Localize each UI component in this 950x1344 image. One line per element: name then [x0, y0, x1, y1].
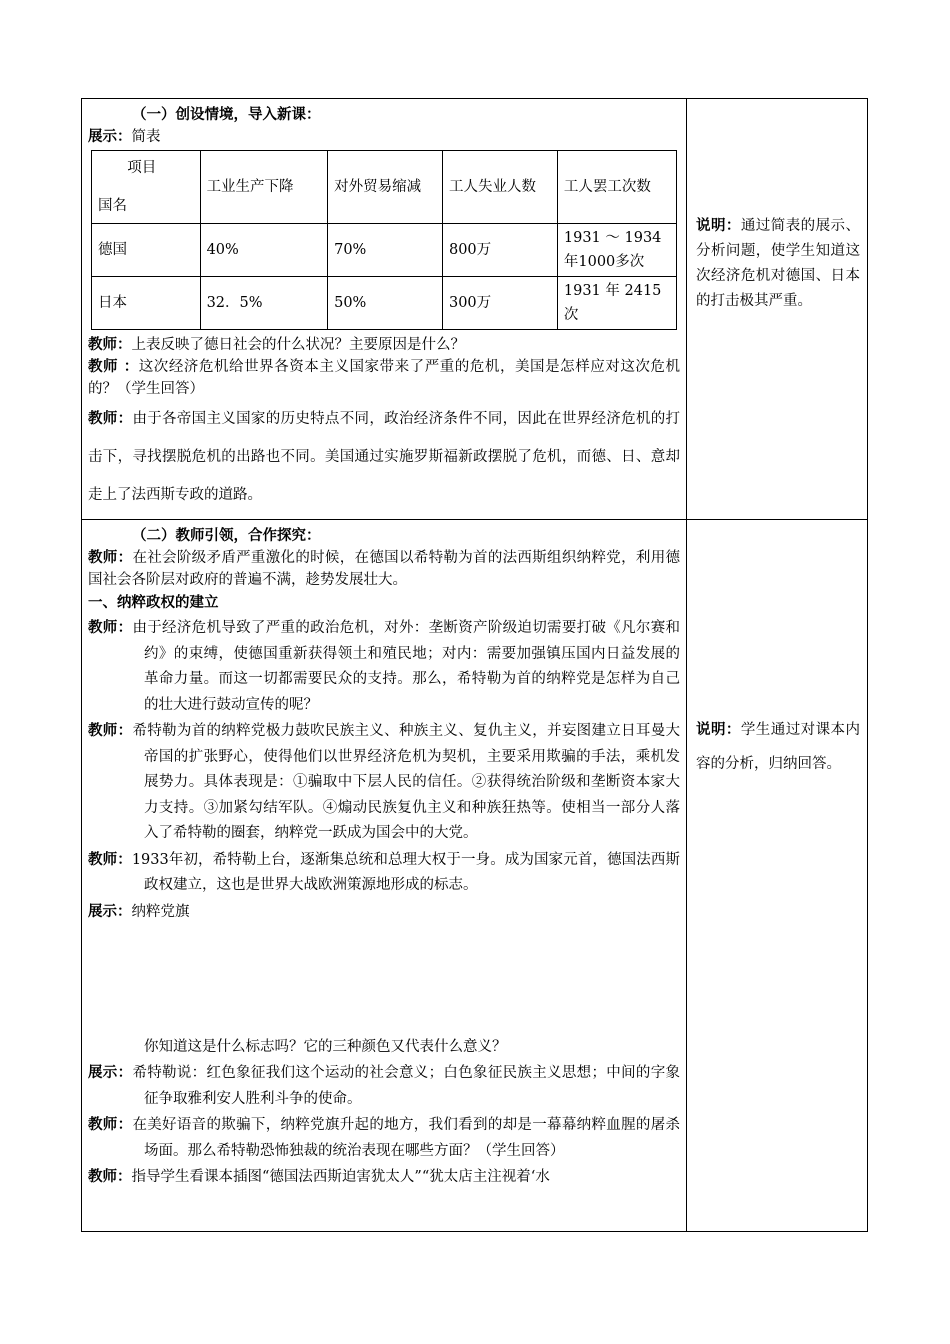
show-line: 展示：简表 — [88, 128, 161, 145]
header-cell: 对外贸易缩减 — [328, 151, 443, 224]
value-cell: 70% — [328, 224, 443, 277]
table-row-japan — [92, 277, 677, 330]
section-1-main — [82, 99, 687, 520]
show-line: 展示：纳粹党旗 — [88, 902, 190, 920]
flag-image-placeholder — [88, 925, 680, 1035]
section-2-note: 说明：学生通过对课本内容的分析，归纳回答。 — [687, 520, 868, 1232]
table-row-germany — [92, 224, 677, 277]
value-cell: 1931 年 2415次 — [557, 277, 676, 330]
section-1-note: 说明：通过简表的展示、分析问题，使学生知道这次经济危机对德国、日本的打击极其严重。 — [687, 99, 868, 520]
teacher-line: 教师：1933年初，希特勒上台，逐渐集总统和总理大权于一身。成为国家元首，德国法西斯政权建立，这也是世界大战欧洲策源地形成的标志。 — [88, 850, 680, 893]
teacher-line: 教师：由于各帝国主义国家的历史特点不同，政治经济条件不同，因此在世界经济危机的打击下，寻找摆脱危机的出路也不同。美国通过实施罗斯福新政摆脱了危机，而德、日、意却走上了法西斯专政的道路。 — [88, 410, 681, 503]
question-line: 你知道这是什么标志吗？它的三种颜色又代表什么意义？ — [144, 1039, 507, 1055]
header-cell: 工人罢工次数 — [557, 151, 676, 224]
section-2-heading: （二）教师引领，合作探究： — [132, 527, 321, 544]
diagonal-header-cell: 项目 国名 — [92, 151, 201, 224]
summary-table-header-row — [92, 151, 677, 224]
teacher-line: 教师：上表反映了德日社会的什么状况？主要原因是什么？ — [88, 336, 465, 353]
section-1-row — [82, 99, 868, 520]
lesson-plan-page — [81, 98, 867, 1232]
value-cell: 32．5% — [200, 277, 328, 330]
section-1-heading: （一）创设情境，导入新课： — [132, 106, 321, 123]
section-2-row — [82, 520, 868, 1232]
lesson-plan-table — [81, 98, 868, 1232]
subheading: 一、纳粹政权的建立 — [88, 594, 219, 611]
teacher-line: 教师：在社会阶级矛盾严重激化的时候，在德国以希特勒为首的法西斯组织纳粹党，利用德国社会各阶层对政府的普遍不满，趁势发展壮大。 — [88, 549, 681, 588]
teacher-line: 教师：指导学生看课本插图“德国法西斯迫害犹太人”“犹太店主注视着‘水 — [88, 1168, 550, 1185]
value-cell: 800万 — [442, 224, 557, 277]
teacher-line: 教师：希特勒为首的纳粹党极力鼓吹民族主义、种族主义、复仇主义，并妄图建立日耳曼大帝国的扩张野心，使得他们以世界经济危机为契机，主要采用欺骗的手法，乘机发展势力。具体表现是：①骗取中下层人民的信任。②获得统治阶级和垄断资本家大力支持。③加紧勾结军队。④煽动民族复仇主义和种族狂热等。使相当一部分人落入了希特勒的圈套，纳粹党一跃成为国会中的大党。 — [88, 722, 681, 841]
teacher-line: 教师：由于经济危机导致了严重的政治危机，对外：垄断资产阶级迫切需要打破《凡尔赛和约》的束缚，使德国重新获得领土和殖民地；对内：需要加强镇压国内日益发展的革命力量。而这一切都需要民众的支持。那么，希特勒为首的纳粹党是怎样为自己的壮大进行鼓动宣传的呢？ — [88, 619, 681, 713]
value-cell: 40% — [200, 224, 328, 277]
teacher-line: 教师 ：这次经济危机给世界各资本主义国家带来了严重的危机，美国是怎样应对这次危机的？（学生回答） — [88, 358, 680, 397]
value-cell: 300万 — [442, 277, 557, 330]
show-line: 展示：希特勒说：红色象征我们这个运动的社会意义；白色象征民族主义思想；中间的字象征争取雅利安人胜利斗争的使命。 — [88, 1064, 681, 1107]
header-cell: 工人失业人数 — [442, 151, 557, 224]
header-cell: 工业生产下降 — [200, 151, 328, 224]
country-cell: 德国 — [92, 224, 201, 277]
summary-table — [91, 150, 677, 330]
country-cell: 日本 — [92, 277, 201, 330]
teacher-line: 教师：在美好语音的欺骗下，纳粹党旗升起的地方，我们看到的却是一幕幕纳粹血腥的屠杀场面。那么希特勒恐怖独裁的统治表现在哪些方面？（学生回答） — [88, 1116, 681, 1159]
value-cell: 1931 ～ 1934年1000多次 — [557, 224, 676, 277]
value-cell: 50% — [328, 277, 443, 330]
section-2-main — [82, 520, 687, 1232]
